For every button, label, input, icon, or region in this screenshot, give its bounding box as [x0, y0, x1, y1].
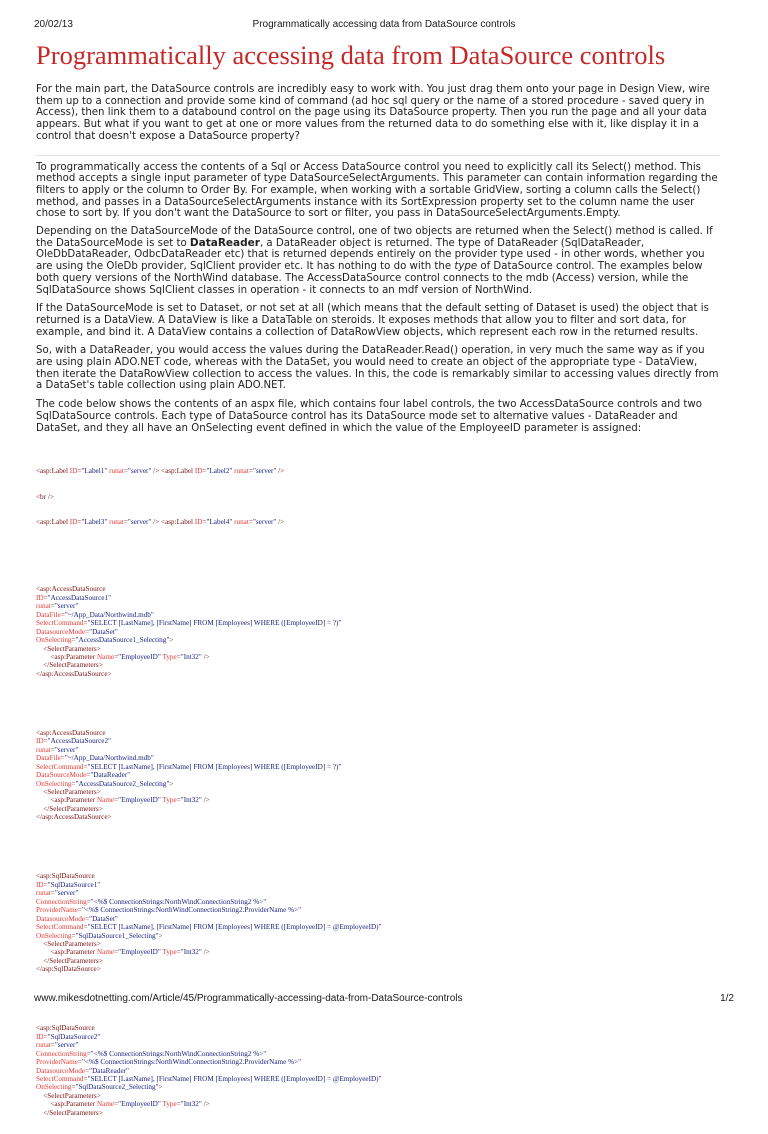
code-line: runat="server"	[36, 602, 79, 611]
code-line: <asp:Parameter Name="EmployeeID" Type="Int32" />	[50, 652, 210, 661]
sql-datasource-2	[36, 1024, 720, 1117]
code-line: ProviderName="<%$ ConnectionStrings:NorthWindConnectionString2.ProviderName %>"	[36, 1058, 302, 1067]
code-line: <br />	[36, 492, 54, 501]
datareader-bold: DataReader	[189, 236, 260, 249]
code-line: SelectCommand="SELECT [LastName], [FirstName] FROM [Employees] WHERE ([EmployeeID] = ?)"	[36, 619, 342, 628]
article-body	[36, 84, 720, 434]
code-line: </SelectParameters>	[43, 1108, 103, 1117]
code-line: DatasourceMode="DataSet"	[36, 914, 118, 923]
code-line: <SelectParameters>	[43, 644, 101, 653]
code-line: OnSelecting="SqlDataSource2_Selecting">	[36, 1083, 163, 1092]
code-line: <asp:Label ID="Label3" runat="server" /> <asp:Label ID="Label4" runat="server" />	[36, 517, 285, 526]
code-line: <SelectParameters>	[43, 788, 101, 796]
print-date: 20/02/13	[34, 19, 73, 30]
code-line: </SelectParameters>	[43, 804, 103, 813]
code-line: runat="server"	[36, 745, 79, 754]
sql-datasource-1	[36, 872, 720, 973]
print-header	[34, 19, 734, 33]
paragraph-select-method: To programmatically access the contents of a Sql or Access DataSource control you need to explicitly call its Select() method. This method accepts a single input parameter of type DataSourceSelectArguments. This parameter can contain information regarding the filters to apply or the column to Order By. For example, when working with a sortable GridView, sorting a column calls the Select() method, and passes in a DataSourceSelectArguments instance with its SortExpression property set to the column name the user chose to sort by. If you don't want the DataSource to sort or filter, you pass in DataSourceSelectArguments.Empty.	[36, 155, 720, 221]
code-line: </SelectParameters>	[43, 661, 103, 670]
code-line: DataFile="~/App_Data/Northwind.mdb"	[36, 610, 154, 619]
code-line: DatasourceMode="DataReader"	[36, 1066, 129, 1075]
paragraph-datasourcemode: Depending on the DataSourceMode of the DataSource control, one of two objects are returned when the Select() method is called. If the DataSourceMode is set to DataReader, a DataReader object is returned. The type of DataReader (SqlDataReader, OleDbDataReader, OdbcDataReader etc) that is returned depends entirely on the provider type used - in other words, whether you are using the OleDb provider, SqlClient provider etc. It has nothing to do with the type of DataSource control. The examples below both query versions of the NorthWind database. The AccessDataSource control connects to the mdb (Access) version, while the SqlDataSource shows SqlClient classes in operation - it connects to an mdf version of NorthWind.	[36, 226, 713, 296]
code-listing	[36, 450, 720, 1134]
code-line: </SelectParameters>	[43, 956, 103, 965]
code-line: <asp:Parameter Name="EmployeeID" Type="Int32" />	[50, 1100, 210, 1109]
code-line: ID="SqlDataSource2"	[36, 1032, 101, 1041]
code-line: </asp:AccessDataSource>	[36, 669, 112, 678]
access-datasource-1	[36, 585, 720, 678]
code-line: DataSourceMode="DataReader"	[36, 771, 131, 780]
code-line: <asp:Parameter Name="EmployeeID" Type="Int32" />	[50, 796, 210, 805]
code-line: <asp:Parameter Name="EmployeeID" Type="Int32" />	[50, 948, 210, 957]
code-line: ConnectionString="<%$ ConnectionStrings:NorthWindConnectionString2 %>"	[36, 1049, 267, 1058]
code-line: <SelectParameters>	[43, 1091, 101, 1100]
code-line: SelectCommand="SELECT [LastName], [FirstName] FROM [Employees] WHERE ([EmployeeID] = @EmployeeID)"	[36, 923, 382, 932]
article	[36, 38, 720, 1134]
page-url: www.mikesdotnetting.com/Article/45/Programmatically-accessing-data-from-DataSource-controls	[34, 993, 463, 1004]
code-line: </asp:AccessDataSource>	[36, 813, 112, 822]
code-line: <asp:AccessDataSource	[36, 585, 106, 594]
code-line: DatasourceMode="DataSet"	[36, 627, 118, 636]
code-line: <asp:Label ID="Label1" runat="server" /> <asp:Label ID="Label2" runat="server" />	[36, 467, 285, 476]
code-line: runat="server"	[36, 1041, 79, 1050]
code-line: OnSelecting="SqlDataSource1_Selecting">	[36, 931, 163, 940]
code-line: SelectCommand="SELECT [LastName], [FirstName] FROM [Employees] WHERE ([EmployeeID] = @EmployeeID)"	[36, 1075, 382, 1083]
code-line: runat="server"	[36, 889, 79, 898]
code-line: ID="AccessDataSource2"	[36, 737, 111, 746]
code-line: OnSelecting="AccessDataSource1_Selecting">	[36, 636, 174, 645]
code-line: <asp:SqlDataSource	[36, 872, 95, 881]
paragraph-datareader-access: So, with a DataReader, you would access the values during the DataReader.Read() operation, in very much the same way as if you are using plain ADO.NET code, whereas with the DataSet, you would need to create an object of the appropriate type - DataView, then iterate the DataRowView collection to access the values. In this, the code is remarkably similar to accessing values directly from a DataSet's table collection using plain ADO.NET.	[36, 345, 719, 392]
print-footer	[34, 993, 734, 1007]
paragraph-code-intro: The code below shows the contents of an aspx file, which contains four label controls, the two AccessDataSource controls and two SqlDataSource controls. Each type of DataSource control has its DataSource mode set to alternative values - DataReader and DataSet, and they all have an OnSelecting event defined in which the value of the EmployeeID parameter is assigned:	[36, 399, 702, 434]
page-number: 1/2	[720, 993, 734, 1004]
paragraph-dataview: If the DataSourceMode is set to Dataset, or not set at all (which means that the default setting of Dataset is used) the object that is returned is a DataView. A DataView is like a DataTable on steroids. It exposes methods that allow you to filter and sort data, for example, and bind it. A DataView contains a collection of DataRowView objects, which represent each row in the returned results.	[36, 303, 709, 338]
code-line: OnSelecting="AccessDataSource2_Selecting">	[36, 779, 174, 788]
code-line: <asp:SqlDataSource	[36, 1024, 95, 1033]
type-emphasis: type	[454, 261, 478, 273]
code-line: ProviderName="<%$ ConnectionStrings:NorthWindConnectionString2.ProviderName %>"	[36, 906, 302, 915]
code-line: ID="AccessDataSource1"	[36, 593, 111, 602]
intro-paragraph: For the main part, the DataSource controls are incredibly easy to work with. You just drag them onto your page in Design View, wire them up to a connection and provide some kind of command (ad hoc sql query or the name of a stored procedure - saved query in Access), then link them to a databound control on the page using its DataSource property. Then you run the page and all your data appears. But what if you want to get at one or more values from the returned data to do something else with it, like display it in a control that doesn't expose a DataSource property?	[36, 84, 710, 142]
code-line: </asp:SqlDataSource>	[36, 965, 101, 974]
code-line: ID="SqlDataSource1"	[36, 880, 101, 889]
code-line: <asp:AccessDataSource	[36, 728, 106, 737]
code-line: DataFile="~/App_Data/Northwind.mdb"	[36, 754, 154, 763]
code-line: ConnectionString="<%$ ConnectionStrings:NorthWindConnectionString2 %>"	[36, 897, 267, 906]
article-title: Programmatically accessing data from DataSource controls	[36, 40, 666, 70]
print-page-title: Programmatically accessing data from DataSource controls	[252, 19, 516, 30]
access-datasource-2	[36, 729, 720, 822]
code-line: SelectCommand="SELECT [LastName], [FirstName] FROM [Employees] WHERE ([EmployeeID] = ?)"	[36, 762, 342, 771]
code-line: <SelectParameters>	[43, 939, 101, 948]
